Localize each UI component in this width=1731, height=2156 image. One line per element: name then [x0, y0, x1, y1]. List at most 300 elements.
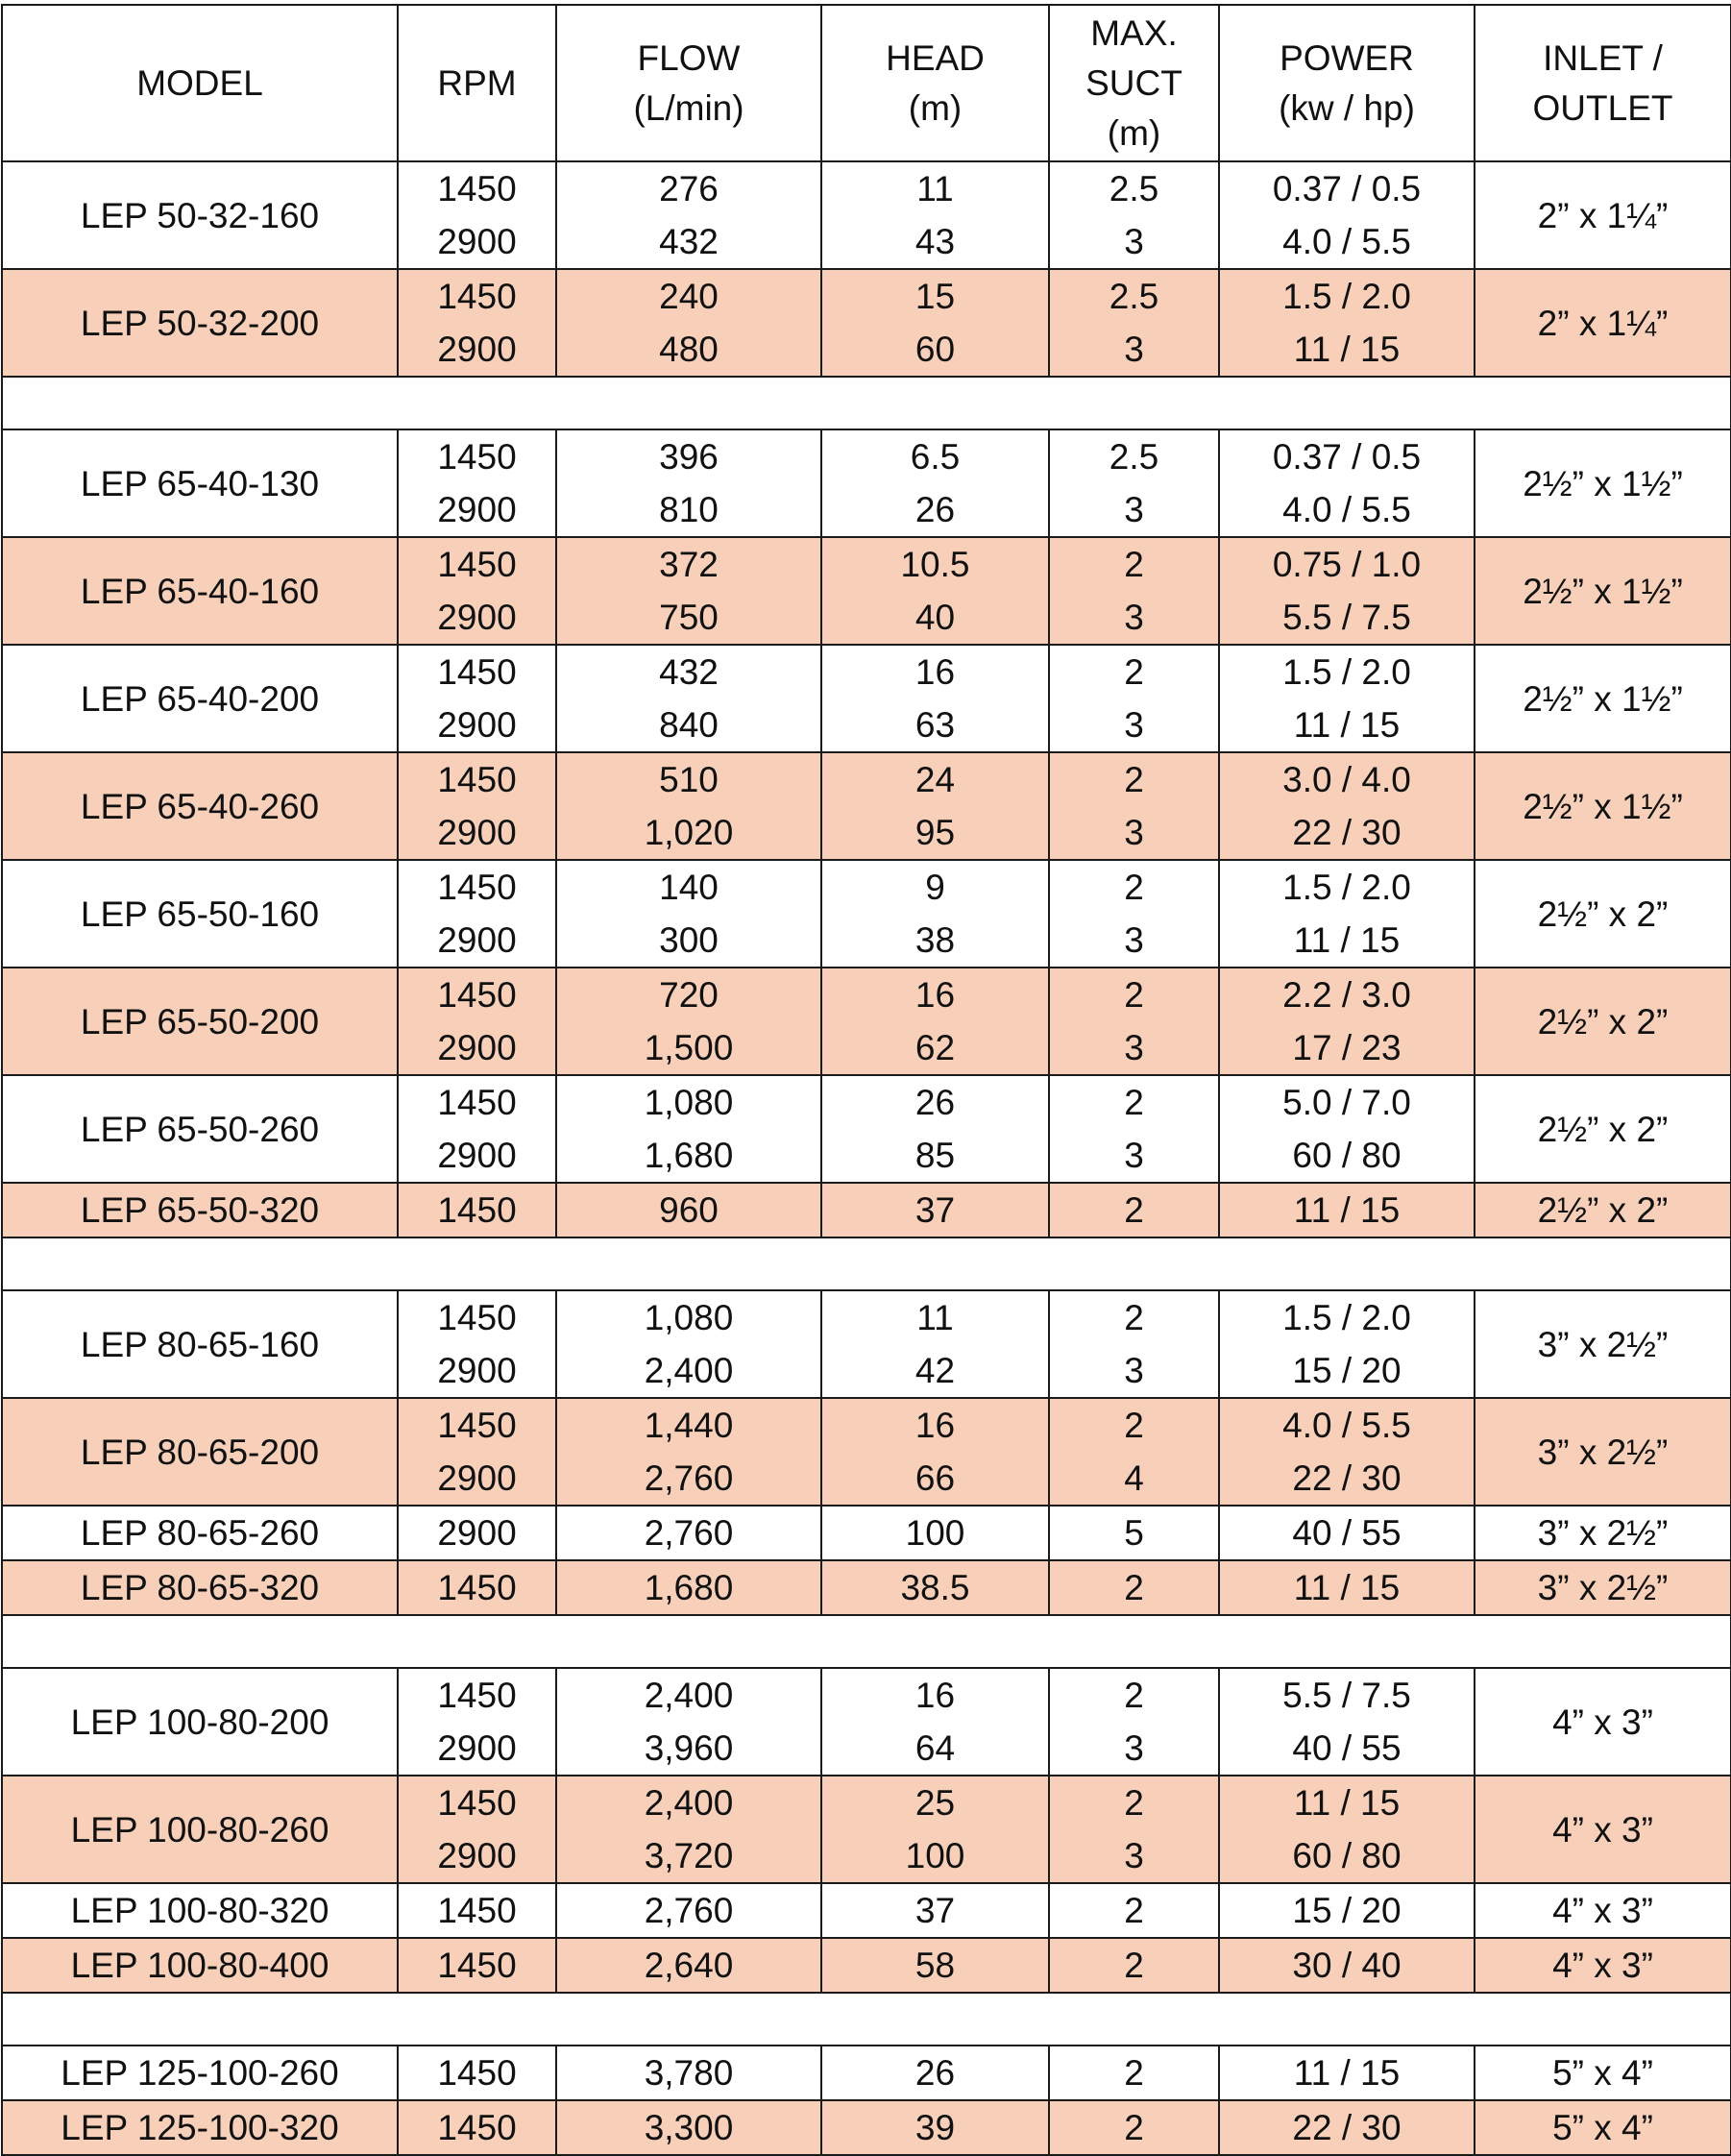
rpm-cell: [398, 1183, 556, 1237]
max-suct-cell-value: 2: [1124, 1946, 1144, 1985]
max-suct-cell-value: 3: [1124, 1028, 1144, 1067]
max-suct-cell: [1049, 1883, 1219, 1938]
max-suct-cell-value: 2: [1124, 868, 1144, 907]
power-cell-value: 11 / 15: [1293, 1568, 1401, 1607]
head-cell-value: 95: [914, 813, 956, 852]
flow-cell: [556, 1290, 821, 1398]
rpm-cell-value: 2900: [437, 1458, 517, 1498]
flow-cell-value: 1,440: [644, 1406, 734, 1445]
max-suct-cell: [1049, 1560, 1219, 1615]
header-line: (kw / hp): [1279, 87, 1415, 128]
head-cell: [821, 429, 1049, 537]
model-cell: LEP 65-50-160: [2, 860, 398, 968]
max-suct-cell-value: 2: [1124, 545, 1144, 584]
max-suct-cell: [1049, 161, 1219, 269]
power-cell-value: 4.0 / 5.5: [1282, 1406, 1411, 1445]
head-cell-value: 38: [914, 920, 956, 960]
group-spacer: [2, 1993, 1731, 2046]
model-cell: LEP 80-65-160: [2, 1290, 398, 1398]
power-cell-value: 22 / 30: [1292, 1458, 1402, 1498]
flow-cell: [556, 645, 821, 752]
power-cell: [1219, 968, 1475, 1075]
table-row: [2, 860, 1731, 968]
max-suct-cell-value: 2: [1124, 975, 1144, 1015]
rpm-cell-value: 2900: [437, 598, 517, 637]
header-line: HEAD: [886, 37, 985, 78]
head-cell-value: 42: [914, 1351, 956, 1390]
power-cell-value: 1.5 / 2.0: [1282, 652, 1411, 692]
max-suct-cell: [1049, 269, 1219, 377]
head-cell-value: 16: [914, 975, 956, 1015]
power-cell-value: 0.75 / 1.0: [1272, 545, 1422, 584]
flow-cell-value: 1,080: [644, 1083, 734, 1122]
inlet-outlet-cell: 5” x 4”: [1475, 2100, 1731, 2155]
max-suct-cell-value: 2.5: [1109, 277, 1159, 316]
inlet-outlet-cell: 5” x 4”: [1475, 2046, 1731, 2100]
max-suct-cell: [1049, 752, 1219, 860]
power-cell: [1219, 2046, 1475, 2100]
header-line: MODEL: [136, 62, 263, 103]
table-row: [2, 1398, 1731, 1506]
flow-cell: [556, 429, 821, 537]
rpm-cell-value: 1450: [437, 760, 517, 799]
flow-cell-value: 2,760: [644, 1513, 734, 1553]
model-cell: LEP 100-80-320: [2, 1883, 398, 1938]
flow-cell-value: 1,080: [644, 1298, 734, 1337]
model-cell: LEP 50-32-160: [2, 161, 398, 269]
rpm-cell-value: 1450: [437, 1083, 517, 1122]
max-suct-cell-value: 2: [1124, 1190, 1144, 1230]
head-cell-value: 16: [914, 652, 956, 692]
power-cell-value: 5.5 / 7.5: [1282, 598, 1411, 637]
inlet-outlet-cell: 3” x 2½”: [1475, 1398, 1731, 1506]
flow-cell-value: 1,500: [644, 1028, 734, 1067]
max-suct-cell-value: 2: [1124, 2108, 1144, 2147]
rpm-cell-value: 1450: [437, 868, 517, 907]
head-cell: [821, 752, 1049, 860]
model-cell: LEP 65-50-320: [2, 1183, 398, 1237]
power-cell: [1219, 1183, 1475, 1237]
rpm-cell: [398, 537, 556, 645]
head-cell: [821, 968, 1049, 1075]
inlet-outlet-cell: 2” x 1¼”: [1475, 269, 1731, 377]
power-cell: [1219, 1938, 1475, 1993]
head-cell-value: 10.5: [900, 545, 970, 584]
max-suct-cell-value: 3: [1124, 330, 1144, 369]
power-cell-value: 11 / 15: [1293, 330, 1401, 369]
model-cell: LEP 100-80-260: [2, 1776, 398, 1883]
flow-cell-value: 1,680: [644, 1136, 734, 1175]
table-row: [2, 1560, 1731, 1615]
flow-cell-value: 750: [659, 598, 719, 637]
rpm-cell-value: 2900: [437, 490, 517, 529]
rpm-cell-value: 1450: [437, 277, 517, 316]
power-cell: [1219, 1668, 1475, 1776]
inlet-outlet-cell: 2½” x 1½”: [1475, 645, 1731, 752]
rpm-cell: [398, 2046, 556, 2100]
head-cell: [821, 2100, 1049, 2155]
power-cell-value: 15 / 20: [1292, 1351, 1402, 1390]
max-suct-cell-value: 3: [1124, 1136, 1144, 1175]
head-cell: [821, 2046, 1049, 2100]
table-row: [2, 537, 1731, 645]
power-cell-value: 22 / 30: [1292, 2108, 1402, 2147]
head-cell-value: 11: [916, 1298, 954, 1337]
table-header: [2, 5, 1731, 161]
flow-cell: [556, 1398, 821, 1506]
max-suct-cell: [1049, 1506, 1219, 1560]
max-suct-cell: [1049, 1183, 1219, 1237]
header-line: SUCT: [1085, 62, 1182, 103]
table-row: [2, 1668, 1731, 1776]
head-cell: [821, 1560, 1049, 1615]
rpm-cell-value: 2900: [437, 1513, 517, 1553]
group-spacer-row: [2, 1615, 1731, 1668]
head-cell-value: 43: [914, 222, 956, 261]
max-suct-cell: [1049, 1290, 1219, 1398]
flow-cell: [556, 1183, 821, 1237]
head-cell-value: 26: [914, 490, 956, 529]
head-cell-value: 26: [914, 1083, 956, 1122]
header-line: INLET /: [1543, 37, 1663, 78]
head-cell-value: 37: [914, 1891, 956, 1930]
max-suct-cell: [1049, 1668, 1219, 1776]
header-line: (m): [1107, 112, 1161, 153]
flow-cell: [556, 2100, 821, 2155]
power-cell-value: 4.0 / 5.5: [1282, 490, 1411, 529]
header-line: FLOW: [637, 37, 741, 78]
rpm-cell: [398, 1506, 556, 1560]
max-suct-cell-value: 2: [1124, 1891, 1144, 1930]
model-cell: LEP 100-80-400: [2, 1938, 398, 1993]
col-header-flow: [556, 5, 821, 161]
power-cell-value: 1.5 / 2.0: [1282, 1298, 1411, 1337]
power-cell-value: 11 / 15: [1293, 1783, 1401, 1823]
inlet-outlet-cell: 2½” x 2”: [1475, 1183, 1731, 1237]
max-suct-cell-value: 2: [1124, 760, 1144, 799]
rpm-cell: [398, 1938, 556, 1993]
power-cell: [1219, 2100, 1475, 2155]
flow-cell: [556, 752, 821, 860]
flow-cell-value: 372: [659, 545, 719, 584]
head-cell-value: 64: [914, 1728, 956, 1768]
max-suct-cell-value: 2: [1124, 1406, 1144, 1445]
header-row: [2, 5, 1731, 161]
head-cell-value: 9: [925, 868, 945, 907]
head-cell-value: 38.5: [900, 1568, 970, 1607]
flow-cell-value: 720: [659, 975, 719, 1015]
head-cell: [821, 1290, 1049, 1398]
head-cell: [821, 269, 1049, 377]
model-cell: LEP 65-40-130: [2, 429, 398, 537]
max-suct-cell-value: 2: [1124, 652, 1144, 692]
head-cell: [821, 1075, 1049, 1183]
table-row: [2, 1776, 1731, 1883]
head-cell-value: 11: [916, 169, 954, 208]
flow-cell-value: 396: [659, 437, 719, 477]
max-suct-cell: [1049, 1398, 1219, 1506]
head-cell-value: 15: [914, 277, 956, 316]
power-cell-value: 3.0 / 4.0: [1282, 760, 1411, 799]
rpm-cell-value: 1450: [437, 1946, 517, 1985]
max-suct-cell: [1049, 645, 1219, 752]
power-cell-value: 4.0 / 5.5: [1282, 222, 1411, 261]
group-spacer-row: [2, 1993, 1731, 2046]
header-line: MAX.: [1090, 12, 1178, 53]
rpm-cell: [398, 429, 556, 537]
rpm-cell-value: 1450: [437, 2053, 517, 2093]
power-cell-value: 1.5 / 2.0: [1282, 277, 1411, 316]
rpm-cell-value: 2900: [437, 1836, 517, 1875]
model-cell: LEP 65-40-200: [2, 645, 398, 752]
col-header-inlet-outlet: [1475, 5, 1731, 161]
inlet-outlet-cell: 2½” x 2”: [1475, 968, 1731, 1075]
rpm-cell-value: 1450: [437, 1406, 517, 1445]
max-suct-cell-value: 3: [1124, 598, 1144, 637]
rpm-cell: [398, 752, 556, 860]
power-cell: [1219, 1506, 1475, 1560]
head-cell: [821, 1883, 1049, 1938]
head-cell: [821, 1776, 1049, 1883]
flow-cell-value: 3,300: [644, 2108, 734, 2147]
rpm-cell: [398, 1776, 556, 1883]
power-cell-value: 0.37 / 0.5: [1272, 169, 1422, 208]
col-header-rpm: [398, 5, 556, 161]
head-cell-value: 62: [914, 1028, 956, 1067]
model-cell: LEP 125-100-320: [2, 2100, 398, 2155]
head-cell-value: 37: [914, 1190, 956, 1230]
max-suct-cell: [1049, 968, 1219, 1075]
flow-cell-value: 2,760: [644, 1458, 734, 1498]
rpm-cell: [398, 968, 556, 1075]
power-cell: [1219, 860, 1475, 968]
power-cell: [1219, 161, 1475, 269]
rpm-cell: [398, 1398, 556, 1506]
head-cell-value: 16: [914, 1676, 956, 1715]
flow-cell: [556, 1668, 821, 1776]
power-cell-value: 60 / 80: [1292, 1836, 1402, 1875]
rpm-cell-value: 2900: [437, 1136, 517, 1175]
inlet-outlet-cell: 4” x 3”: [1475, 1776, 1731, 1883]
col-header-power: [1219, 5, 1475, 161]
inlet-outlet-cell: 2½” x 1½”: [1475, 537, 1731, 645]
rpm-cell-value: 2900: [437, 1028, 517, 1067]
head-cell: [821, 1398, 1049, 1506]
header-line: OUTLET: [1532, 87, 1673, 128]
power-cell-value: 11 / 15: [1293, 2053, 1401, 2093]
rpm-cell-value: 1450: [437, 2108, 517, 2147]
head-cell: [821, 1668, 1049, 1776]
flow-cell-value: 140: [659, 868, 719, 907]
flow-cell-value: 2,400: [644, 1351, 734, 1390]
model-cell: LEP 65-40-260: [2, 752, 398, 860]
table-body: [2, 161, 1731, 2155]
head-cell-value: 39: [914, 2108, 956, 2147]
flow-cell: [556, 1883, 821, 1938]
max-suct-cell-value: 2: [1124, 1568, 1144, 1607]
max-suct-cell-value: 4: [1124, 1458, 1144, 1498]
rpm-cell-value: 2900: [437, 330, 517, 369]
model-cell: LEP 125-100-260: [2, 2046, 398, 2100]
max-suct-cell-value: 3: [1124, 490, 1144, 529]
table-row: [2, 1075, 1731, 1183]
col-header-head: [821, 5, 1049, 161]
power-cell-value: 60 / 80: [1292, 1136, 1402, 1175]
max-suct-cell-value: 5: [1124, 1513, 1144, 1553]
max-suct-cell: [1049, 2046, 1219, 2100]
flow-cell: [556, 1506, 821, 1560]
power-cell-value: 40 / 55: [1292, 1513, 1402, 1553]
power-cell-value: 22 / 30: [1292, 813, 1402, 852]
head-cell: [821, 161, 1049, 269]
rpm-cell-value: 1450: [437, 1891, 517, 1930]
table-row: [2, 1183, 1731, 1237]
rpm-cell-value: 2900: [437, 705, 517, 745]
power-cell-value: 5.0 / 7.0: [1282, 1083, 1411, 1122]
power-cell-value: 11 / 15: [1293, 1190, 1401, 1230]
model-cell: LEP 65-50-200: [2, 968, 398, 1075]
power-cell: [1219, 1398, 1475, 1506]
head-cell: [821, 1183, 1049, 1237]
model-cell: LEP 100-80-200: [2, 1668, 398, 1776]
table-row: [2, 968, 1731, 1075]
header-line: POWER: [1280, 37, 1414, 78]
rpm-cell-value: 1450: [437, 1568, 517, 1607]
flow-cell-value: 2,400: [644, 1783, 734, 1823]
table-row: [2, 1938, 1731, 1993]
flow-cell: [556, 1560, 821, 1615]
flow-cell: [556, 968, 821, 1075]
max-suct-cell: [1049, 1938, 1219, 1993]
flow-cell-value: 810: [659, 490, 719, 529]
rpm-cell: [398, 2100, 556, 2155]
head-cell-value: 100: [905, 1836, 965, 1875]
max-suct-cell-value: 2.5: [1109, 169, 1159, 208]
head-cell: [821, 1938, 1049, 1993]
flow-cell-value: 3,960: [644, 1728, 734, 1768]
power-cell-value: 5.5 / 7.5: [1282, 1676, 1411, 1715]
inlet-outlet-cell: 3” x 2½”: [1475, 1560, 1731, 1615]
max-suct-cell-value: 2: [1124, 1676, 1144, 1715]
head-cell-value: 6.5: [910, 437, 961, 477]
rpm-cell-value: 1450: [437, 437, 517, 477]
max-suct-cell-value: 2: [1124, 2053, 1144, 2093]
rpm-cell-value: 2900: [437, 1728, 517, 1768]
inlet-outlet-cell: 2½” x 1½”: [1475, 429, 1731, 537]
flow-cell-value: 840: [659, 705, 719, 745]
power-cell: [1219, 1776, 1475, 1883]
head-cell-value: 24: [914, 760, 956, 799]
model-cell: LEP 80-65-320: [2, 1560, 398, 1615]
flow-cell: [556, 1938, 821, 1993]
rpm-cell-value: 2900: [437, 920, 517, 960]
rpm-cell: [398, 161, 556, 269]
flow-cell-value: 240: [659, 277, 719, 316]
flow-cell-value: 276: [659, 169, 719, 208]
power-cell-value: 2.2 / 3.0: [1282, 975, 1411, 1015]
max-suct-cell-value: 2: [1124, 1298, 1144, 1337]
max-suct-cell: [1049, 860, 1219, 968]
rpm-cell-value: 1450: [437, 1190, 517, 1230]
rpm-cell-value: 2900: [437, 222, 517, 261]
max-suct-cell-value: 3: [1124, 705, 1144, 745]
max-suct-cell-value: 2: [1124, 1083, 1144, 1122]
max-suct-cell: [1049, 2100, 1219, 2155]
max-suct-cell-value: 2.5: [1109, 437, 1159, 477]
max-suct-cell: [1049, 429, 1219, 537]
header-line: (m): [908, 87, 963, 128]
flow-cell: [556, 1776, 821, 1883]
pump-spec-table: [1, 4, 1731, 2156]
flow-cell-value: 2,760: [644, 1891, 734, 1930]
rpm-cell-value: 1450: [437, 1676, 517, 1715]
max-suct-cell-value: 3: [1124, 1351, 1144, 1390]
head-cell-value: 58: [914, 1946, 956, 1985]
inlet-outlet-cell: 4” x 3”: [1475, 1668, 1731, 1776]
power-cell: [1219, 645, 1475, 752]
rpm-cell-value: 1450: [437, 1298, 517, 1337]
head-cell-value: 60: [914, 330, 956, 369]
inlet-outlet-cell: 4” x 3”: [1475, 1883, 1731, 1938]
power-cell-value: 17 / 23: [1292, 1028, 1402, 1067]
max-suct-cell: [1049, 1776, 1219, 1883]
rpm-cell-value: 1450: [437, 975, 517, 1015]
inlet-outlet-cell: 2½” x 2”: [1475, 860, 1731, 968]
flow-cell: [556, 860, 821, 968]
group-spacer-row: [2, 377, 1731, 429]
max-suct-cell-value: 3: [1124, 813, 1144, 852]
model-cell: LEP 80-65-200: [2, 1398, 398, 1506]
rpm-cell: [398, 645, 556, 752]
rpm-cell-value: 1450: [437, 652, 517, 692]
head-cell-value: 66: [914, 1458, 956, 1498]
rpm-cell: [398, 1075, 556, 1183]
table-row: [2, 752, 1731, 860]
table-row: [2, 1883, 1731, 1938]
header-line: (L/min): [633, 87, 744, 128]
flow-cell-value: 3,720: [644, 1836, 734, 1875]
power-cell: [1219, 1560, 1475, 1615]
inlet-outlet-cell: 2” x 1¼”: [1475, 161, 1731, 269]
head-cell-value: 16: [914, 1406, 956, 1445]
max-suct-cell: [1049, 537, 1219, 645]
flow-cell-value: 432: [659, 652, 719, 692]
table-row: [2, 161, 1731, 269]
max-suct-cell: [1049, 1075, 1219, 1183]
flow-cell-value: 960: [659, 1190, 719, 1230]
group-spacer: [2, 377, 1731, 429]
flow-cell-value: 1,020: [644, 813, 734, 852]
model-cell: LEP 50-32-200: [2, 269, 398, 377]
rpm-cell: [398, 1560, 556, 1615]
col-header-model: [2, 5, 398, 161]
flow-cell: [556, 269, 821, 377]
model-cell: LEP 80-65-260: [2, 1506, 398, 1560]
group-spacer: [2, 1615, 1731, 1668]
head-cell: [821, 860, 1049, 968]
power-cell: [1219, 1075, 1475, 1183]
max-suct-cell-value: 2: [1124, 1783, 1144, 1823]
max-suct-cell-value: 3: [1124, 222, 1144, 261]
power-cell: [1219, 1290, 1475, 1398]
head-cell: [821, 1506, 1049, 1560]
power-cell: [1219, 269, 1475, 377]
table-row: [2, 645, 1731, 752]
inlet-outlet-cell: 3” x 2½”: [1475, 1506, 1731, 1560]
rpm-cell: [398, 1290, 556, 1398]
table-row: [2, 1506, 1731, 1560]
power-cell-value: 1.5 / 2.0: [1282, 868, 1411, 907]
